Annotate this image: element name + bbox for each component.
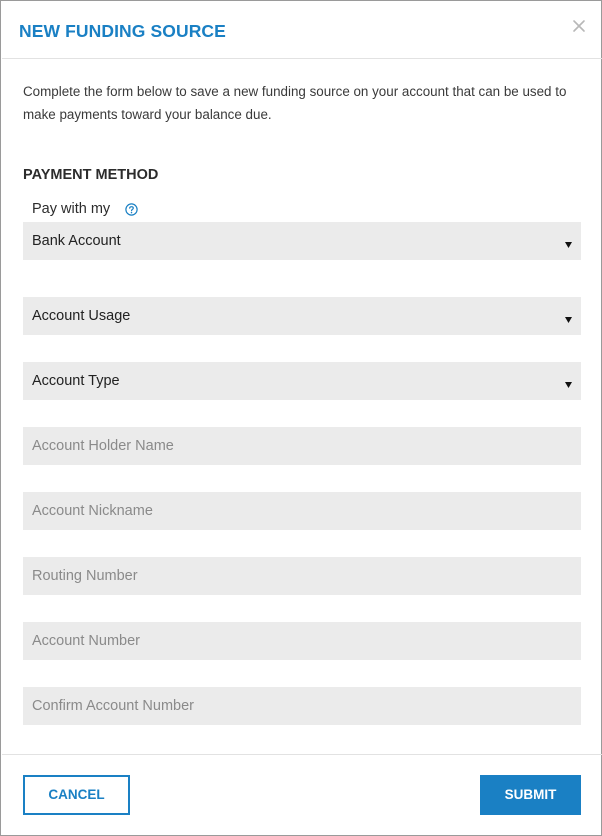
confirm-account-number-input[interactable] <box>23 687 581 725</box>
account-holder-name-input[interactable] <box>23 427 581 465</box>
payment-method-select[interactable] <box>23 222 581 260</box>
caret-down-icon <box>565 310 572 316</box>
account-type-value: Account Type <box>32 373 120 389</box>
pay-with-label: Pay with my <box>32 201 111 217</box>
caret-down-icon <box>565 375 572 381</box>
footer-divider <box>2 754 602 755</box>
account-usage-value: Account Usage <box>32 308 131 324</box>
account-usage-select[interactable] <box>23 297 581 335</box>
account-number-placeholder: Account Number <box>32 633 140 649</box>
routing-number-placeholder: Routing Number <box>32 568 138 584</box>
account-nickname-input[interactable] <box>23 492 581 530</box>
account-nickname-placeholder: Account Nickname <box>32 503 153 519</box>
confirm-account-number-placeholder: Confirm Account Number <box>32 698 194 714</box>
question-circle-icon[interactable] <box>125 203 138 216</box>
modal-title: NEW FUNDING SOURCE <box>19 21 226 41</box>
account-holder-name-placeholder: Account Holder Name <box>32 438 174 454</box>
close-icon[interactable] <box>572 19 586 33</box>
modal-header <box>2 2 602 59</box>
caret-down-icon <box>565 235 572 241</box>
submit-button[interactable]: SUBMIT <box>480 775 581 815</box>
routing-number-input[interactable] <box>23 557 581 595</box>
account-type-select[interactable] <box>23 362 581 400</box>
account-number-input[interactable] <box>23 622 581 660</box>
payment-method-value: Bank Account <box>32 233 121 249</box>
section-title-payment-method: PAYMENT METHOD <box>23 167 159 183</box>
form-intro-text: Complete the form below to save a new funding source on your account that can be used to make payments toward your balance due. <box>23 84 567 122</box>
cancel-button[interactable]: CANCEL <box>23 775 130 815</box>
